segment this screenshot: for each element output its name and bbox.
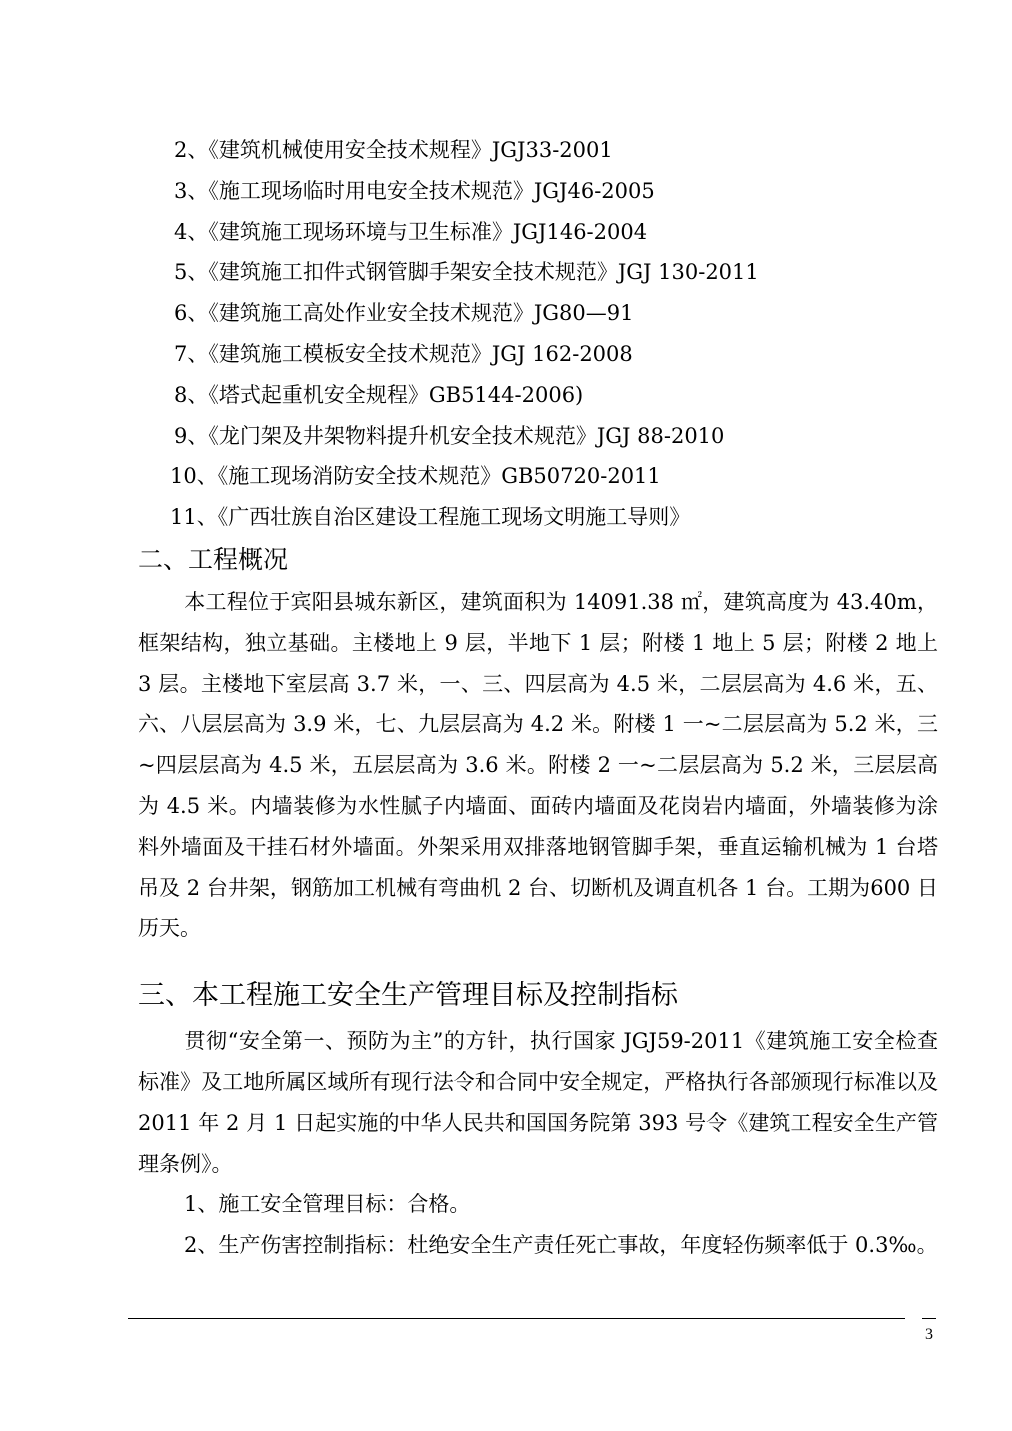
safety-policy-paragraph — [138, 1021, 938, 1184]
page-number: 3 — [925, 1326, 933, 1343]
reference-item: 11、《广西壮族自治区建设工程施工现场文明施工导则》 — [170, 505, 691, 530]
injury-control-paragraph — [138, 1225, 938, 1266]
reference-item: 6、《建筑施工高处作业安全技术规范》JG80—91 — [174, 301, 634, 326]
reference-item: 2、《建筑机械使用安全技术规程》JGJ33-2001 — [174, 138, 613, 162]
overview-paragraph — [138, 582, 938, 949]
section-heading-safety-targets: 三、本工程施工安全生产管理目标及控制指标 — [138, 980, 678, 1012]
injury-control-text: 2、生产伤害控制指标：杜绝安全生产责任死亡事故，年度轻伤频率低于 0.3‰。 — [184, 1233, 938, 1258]
overview-text: 本工程位于宾阳县城东新区，建筑面积为 14091.38 ㎡，建筑高度为 43.40m，框架结构，独立基础。主楼地上 9 层，半地下 1 层；附楼 1 地上 5 层；附楼 2 地上 3 层。主楼地下室层高 3.7 米，一、三、四层高为 4.5 米，二层层高为 4.6 米，五、六、八层层高为 3.9 米，七、九层层高为 4.2 米。附楼 1 一~二层层高为 5.2 米，三~四层层高为 4.5 米，五层层高为 3.6 米。附楼 2 一~二层层高为 5.2 米，三层层高为 4.5 米。内墙装修为水性腻子内墙面、面砖内墙面及花岗岩内墙面，外墙装修为涂料外墙面及干挂石材外墙面。外架采用双排落地钢管脚手架，垂直运输机械为 1 台塔吊及 2 台井架，钢筋加工机械有弯曲机 2 台、切断机及调直机各 1 台。工期为600 日历天。 — [138, 589, 938, 941]
footer-rule — [128, 1318, 905, 1319]
section-heading-overview: 二、工程概况 — [138, 544, 289, 574]
safety-target-item: 1、施工安全管理目标：合格。 — [184, 1192, 471, 1217]
reference-item: 4、《建筑施工现场环境与卫生标准》JGJ146-2004 — [174, 219, 648, 244]
reference-item: 7、《建筑施工模板安全技术规范》JGJ 162-2008 — [174, 341, 633, 366]
reference-list — [138, 130, 938, 538]
reference-item: 5、《建筑施工扣件式钢管脚手架安全技术规范》JGJ 130-2011 — [174, 260, 759, 285]
reference-item: 9、《龙门架及井架物料提升机安全技术规范》JGJ 88-2010 — [174, 423, 725, 448]
reference-item: 3、《施工现场临时用电安全技术规范》JGJ46-2005 — [174, 178, 655, 203]
document-body — [138, 130, 938, 1266]
safety-policy-text: 贯彻“安全第一、预防为主”的方针，执行国家 JGJ59-2011《建筑施工安全检查标准》及工地所属区域所有现行法令和合同中安全规定，严格执行各部颁现行标准以及 2011 年 2 月 1 日起实施的中华人民共和国国务院第 393 号令《建筑工程安全生产管理条例》。 — [138, 1029, 938, 1176]
reference-item: 10、《施工现场消防安全技术规范》GB50720-2011 — [170, 464, 661, 489]
footer-tick — [922, 1318, 936, 1319]
reference-item: 8、《塔式起重机安全规程》GB5144-2006) — [174, 382, 584, 407]
